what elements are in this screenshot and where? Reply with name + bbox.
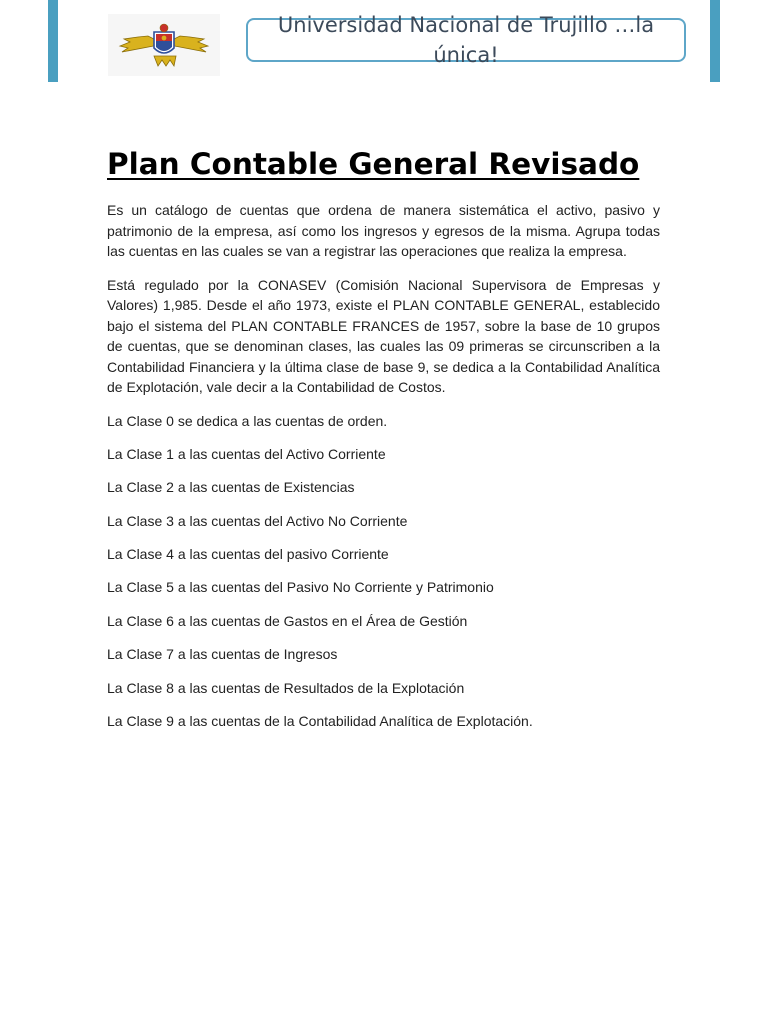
clase-item-1: La Clase 1 a las cuentas del Activo Corriente — [107, 445, 386, 462]
paragraph-regulation: Está regulado por la CONASEV (Comisión Nacional Supervisora de Empresas y Valores) 1,985. Desde el año 1973, existe el PLAN CONTABLE GENERAL, establecido bajo el sistema del PLAN CONTABLE FRANCES de 1957, sobre la base de 10 grupos de cuentas, que se denominan clases, las cuales las 09 primeras se circunscriben a la Contabilidad Financiera y la última clase de base 9, se dedica a la Contabilidad Analítica de Explotación, vale decir a la Contabilidad de Costos. — [107, 276, 660, 395]
clase-item-2: La Clase 2 a las cuentas de Existencias — [107, 479, 355, 496]
header-title: Universidad Nacional de Trujillo …la única! — [277, 13, 655, 67]
left-accent-bar — [48, 0, 58, 82]
clase-item-6: La Clase 6 a las cuentas de Gastos en el Área de Gestión — [107, 612, 468, 629]
clase-item-5: La Clase 5 a las cuentas del Pasivo No Corriente y Patrimonio — [107, 579, 494, 596]
clase-item-0: La Clase 0 se dedica a las cuentas de orden. — [107, 412, 388, 429]
clase-item-7: La Clase 7 a las cuentas de Ingresos — [107, 646, 338, 663]
clase-item-9: La Clase 9 a las cuentas de la Contabilidad Analítica de Explotación. — [107, 713, 533, 730]
clase-item-4: La Clase 4 a las cuentas del pasivo Corriente — [107, 546, 389, 563]
clase-item-8: La Clase 8 a las cuentas de Resultados de la Explotación — [107, 679, 465, 696]
document-body — [107, 200, 660, 744]
university-crest-icon — [108, 14, 220, 76]
document-title: Plan Contable General Revisado — [107, 147, 640, 181]
paragraph-intro: Es un catálogo de cuentas que ordena de manera sistemática el activo, pasivo y patrimonio de la empresa, así como los ingresos y egresos de la misma. Agrupa todas las cuentas en las cuales se van a registrar las operaciones que realiza la empresa. — [107, 202, 660, 259]
clase-item-3: La Clase 3 a las cuentas del Activo No Corriente — [107, 512, 408, 529]
right-accent-bar — [710, 0, 720, 82]
